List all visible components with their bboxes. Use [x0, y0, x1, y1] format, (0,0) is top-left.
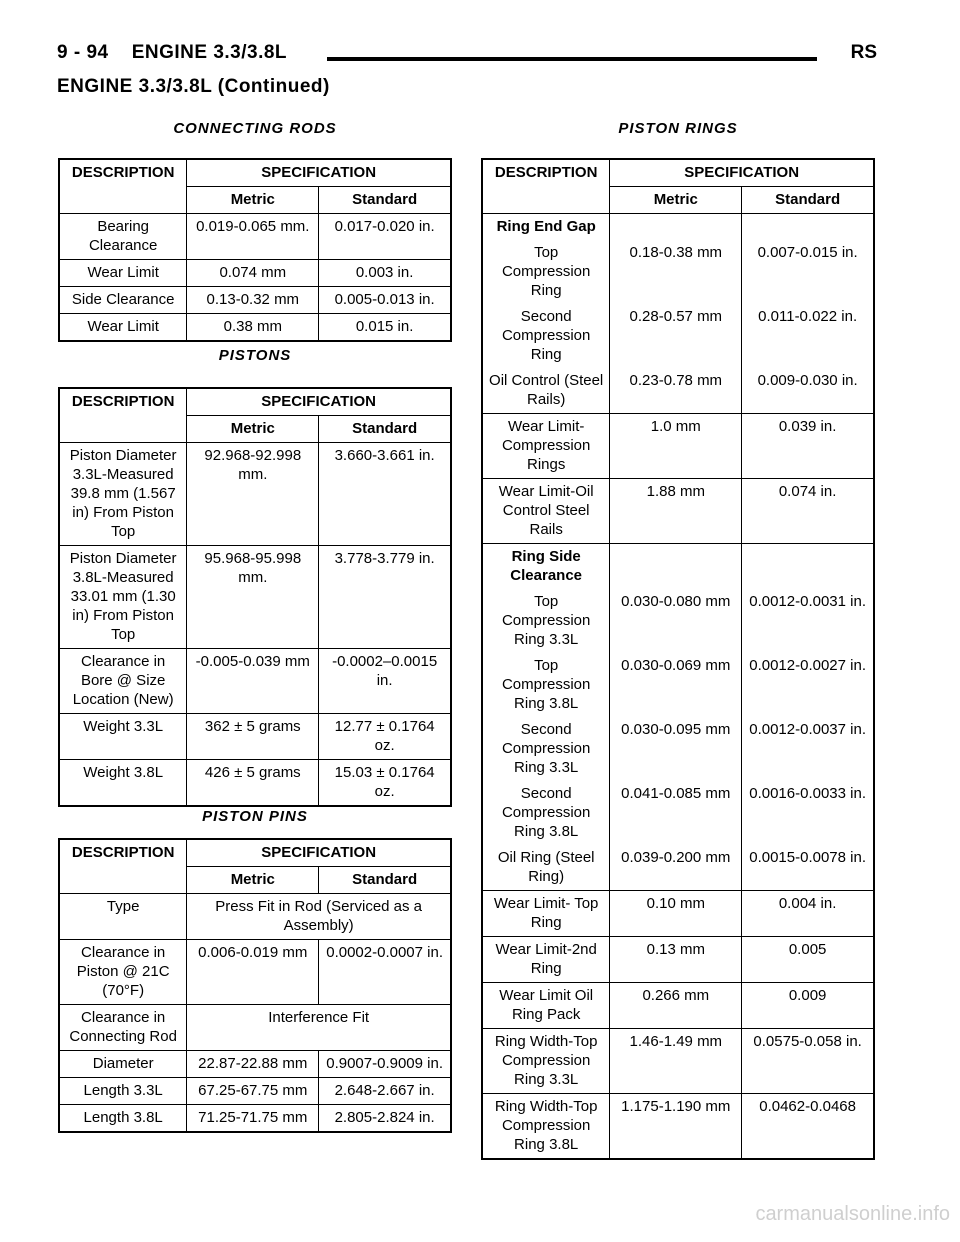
col-description: DESCRIPTION — [59, 159, 187, 214]
row-description: Length 3.3L — [59, 1078, 187, 1105]
col-description: DESCRIPTION — [59, 839, 187, 894]
row-description: Type — [59, 894, 187, 940]
col-specification: SPECIFICATION — [187, 839, 451, 867]
row-description: Wear Limit- Compression Rings — [482, 414, 610, 479]
row-standard: 0.007-0.015 in. — [742, 240, 874, 304]
row-metric: 0.041-0.085 mm — [610, 781, 742, 845]
row-value: Interference Fit — [187, 1005, 451, 1051]
pistons-rows — [59, 443, 451, 807]
table-row — [482, 479, 874, 544]
row-standard: 15.03 ± 0.1764 oz. — [319, 760, 451, 807]
table-row — [482, 304, 874, 368]
row-metric: 362 ± 5 grams — [187, 714, 319, 760]
row-metric: 95.968-95.998 mm. — [187, 546, 319, 649]
row-metric: 0.030-0.080 mm — [610, 589, 742, 653]
row-description: Top Compression Ring — [482, 240, 610, 304]
table-row — [59, 894, 451, 940]
table-row — [59, 1005, 451, 1051]
col-specification: SPECIFICATION — [187, 159, 451, 187]
row-standard: -0.0002–0.0015 in. — [319, 649, 451, 714]
col-specification: SPECIFICATION — [187, 388, 451, 416]
empty-cell — [610, 214, 742, 241]
row-description: Top Compression Ring 3.3L — [482, 589, 610, 653]
empty-cell — [610, 544, 742, 590]
row-standard: 0.003 in. — [319, 260, 451, 287]
empty-cell — [742, 544, 874, 590]
table-row — [482, 589, 874, 653]
row-standard: 0.0012-0.0037 in. — [742, 717, 874, 781]
row-standard: 0.9007-0.9009 in. — [319, 1051, 451, 1078]
piston-pins-table — [58, 838, 452, 1133]
row-standard: 2.648-2.667 in. — [319, 1078, 451, 1105]
row-standard: 0.0002-0.0007 in. — [319, 940, 451, 1005]
row-description: Oil Control (Steel Rails) — [482, 368, 610, 414]
table-row — [482, 368, 874, 414]
group-header-row — [482, 544, 874, 590]
table-row — [59, 714, 451, 760]
row-standard: 0.017-0.020 in. — [319, 214, 451, 260]
table-row — [59, 546, 451, 649]
header-rule — [327, 57, 817, 61]
empty-cell — [742, 214, 874, 241]
page-header — [57, 42, 877, 72]
row-metric: 71.25-71.75 mm — [187, 1105, 319, 1133]
col-standard: Standard — [319, 867, 451, 894]
row-metric: 0.38 mm — [187, 314, 319, 342]
table-row — [59, 649, 451, 714]
row-description: Clearance in Bore @ Size Location (New) — [59, 649, 187, 714]
col-description: DESCRIPTION — [482, 159, 610, 214]
table-row — [59, 287, 451, 314]
table-row — [59, 214, 451, 260]
table-row — [59, 760, 451, 807]
table-row — [482, 937, 874, 983]
row-metric: 0.28-0.57 mm — [610, 304, 742, 368]
row-metric: 1.0 mm — [610, 414, 742, 479]
row-metric: 0.074 mm — [187, 260, 319, 287]
row-metric: 0.030-0.095 mm — [610, 717, 742, 781]
row-metric: 0.039-0.200 mm — [610, 845, 742, 891]
connecting-rods-rows — [59, 214, 451, 342]
row-standard: 0.015 in. — [319, 314, 451, 342]
row-description: Wear Limit — [59, 260, 187, 287]
row-standard: 3.660-3.661 in. — [319, 443, 451, 546]
col-description: DESCRIPTION — [59, 388, 187, 443]
table-row — [482, 891, 874, 937]
row-standard: 0.004 in. — [742, 891, 874, 937]
col-metric: Metric — [187, 867, 319, 894]
row-metric: 426 ± 5 grams — [187, 760, 319, 807]
row-standard: 0.0462-0.0468 — [742, 1094, 874, 1160]
row-metric: 1.175-1.190 mm — [610, 1094, 742, 1160]
table-row — [59, 260, 451, 287]
row-description: Wear Limit-Oil Control Steel Rails — [482, 479, 610, 544]
table-row — [59, 314, 451, 342]
table-row — [482, 717, 874, 781]
row-description: Second Compression Ring — [482, 304, 610, 368]
table-row — [59, 1051, 451, 1078]
col-specification: SPECIFICATION — [610, 159, 874, 187]
row-metric: 92.968-92.998 mm. — [187, 443, 319, 546]
row-metric: 0.266 mm — [610, 983, 742, 1029]
row-standard: 0.005-0.013 in. — [319, 287, 451, 314]
row-description: Clearance in Piston @ 21C (70°F) — [59, 940, 187, 1005]
row-description: Top Compression Ring 3.8L — [482, 653, 610, 717]
table-row — [59, 1105, 451, 1133]
row-metric: 0.13-0.32 mm — [187, 287, 319, 314]
row-metric: 0.18-0.38 mm — [610, 240, 742, 304]
row-standard: 0.039 in. — [742, 414, 874, 479]
table-row — [482, 1029, 874, 1094]
row-metric: 0.006-0.019 mm — [187, 940, 319, 1005]
col-metric: Metric — [610, 187, 742, 214]
row-standard: 12.77 ± 0.1764 oz. — [319, 714, 451, 760]
row-description: Oil Ring (Steel Ring) — [482, 845, 610, 891]
row-standard: 0.0012-0.0031 in. — [742, 589, 874, 653]
table-row — [482, 845, 874, 891]
table-row — [482, 240, 874, 304]
row-metric: 0.030-0.069 mm — [610, 653, 742, 717]
row-description: Clearance in Connecting Rod — [59, 1005, 187, 1051]
row-description: Piston Diameter 3.8L-Measured 33.01 mm (1.30 in) From Piston Top — [59, 546, 187, 649]
row-standard: 0.0012-0.0027 in. — [742, 653, 874, 717]
row-metric: -0.005-0.039 mm — [187, 649, 319, 714]
row-metric: 0.10 mm — [610, 891, 742, 937]
row-standard: 0.0575-0.058 in. — [742, 1029, 874, 1094]
table-row — [482, 1094, 874, 1160]
group-label: Ring End Gap — [482, 214, 610, 241]
table-row — [482, 983, 874, 1029]
row-value: Press Fit in Rod (Serviced as a Assembly) — [187, 894, 451, 940]
row-metric: 67.25-67.75 mm — [187, 1078, 319, 1105]
row-standard: 3.778-3.779 in. — [319, 546, 451, 649]
connecting-rods-title: CONNECTING RODS — [173, 120, 337, 137]
table-row — [482, 781, 874, 845]
row-description: Length 3.8L — [59, 1105, 187, 1133]
section-code: RS — [843, 42, 877, 64]
row-description: Wear Limit-2nd Ring — [482, 937, 610, 983]
table-row — [59, 940, 451, 1005]
pistons-table — [58, 387, 452, 807]
row-standard: 0.009-0.030 in. — [742, 368, 874, 414]
row-metric: 22.87-22.88 mm — [187, 1051, 319, 1078]
page-number-title: 9 - 94 ENGINE 3.3/3.8L — [57, 42, 295, 64]
row-metric: 0.23-0.78 mm — [610, 368, 742, 414]
piston-pins-rows — [59, 1051, 451, 1133]
page-subheading: ENGINE 3.3/3.8L (Continued) — [57, 76, 330, 97]
piston-rings-rows — [482, 214, 874, 1160]
piston-rings-title: PISTON RINGS — [618, 120, 738, 137]
row-description: Second Compression Ring 3.8L — [482, 781, 610, 845]
col-metric: Metric — [187, 187, 319, 214]
row-description: Wear Limit — [59, 314, 187, 342]
table-row — [482, 414, 874, 479]
row-description: Weight 3.8L — [59, 760, 187, 807]
connecting-rods-table — [58, 158, 452, 342]
row-metric: 1.88 mm — [610, 479, 742, 544]
row-description: Bearing Clearance — [59, 214, 187, 260]
row-description: Ring Width-Top Compression Ring 3.8L — [482, 1094, 610, 1160]
row-description: Diameter — [59, 1051, 187, 1078]
row-description: Side Clearance — [59, 287, 187, 314]
col-standard: Standard — [319, 416, 451, 443]
table-row — [59, 1078, 451, 1105]
col-standard: Standard — [742, 187, 874, 214]
row-description: Weight 3.3L — [59, 714, 187, 760]
row-description: Wear Limit Oil Ring Pack — [482, 983, 610, 1029]
table-row — [59, 443, 451, 546]
row-description: Piston Diameter 3.3L-Measured 39.8 mm (1.567 in) From Piston Top — [59, 443, 187, 546]
row-standard: 0.009 — [742, 983, 874, 1029]
row-metric: 0.13 mm — [610, 937, 742, 983]
row-standard: 0.005 — [742, 937, 874, 983]
piston-rings-table — [481, 158, 875, 1160]
piston-pins-title: PISTON PINS — [202, 808, 308, 825]
col-standard: Standard — [319, 187, 451, 214]
col-metric: Metric — [187, 416, 319, 443]
table-row — [482, 653, 874, 717]
row-standard: 0.074 in. — [742, 479, 874, 544]
pistons-title: PISTONS — [218, 347, 292, 364]
row-standard: 0.0015-0.0078 in. — [742, 845, 874, 891]
watermark: carmanualsonline.info — [755, 1203, 950, 1225]
row-metric: 0.019-0.065 mm. — [187, 214, 319, 260]
row-description: Wear Limit- Top Ring — [482, 891, 610, 937]
group-header-row — [482, 214, 874, 241]
row-description: Second Compression Ring 3.3L — [482, 717, 610, 781]
row-standard: 0.0016-0.0033 in. — [742, 781, 874, 845]
row-description: Ring Width-Top Compression Ring 3.3L — [482, 1029, 610, 1094]
row-standard: 2.805-2.824 in. — [319, 1105, 451, 1133]
group-label: Ring Side Clearance — [482, 544, 610, 590]
row-metric: 1.46-1.49 mm — [610, 1029, 742, 1094]
row-standard: 0.011-0.022 in. — [742, 304, 874, 368]
